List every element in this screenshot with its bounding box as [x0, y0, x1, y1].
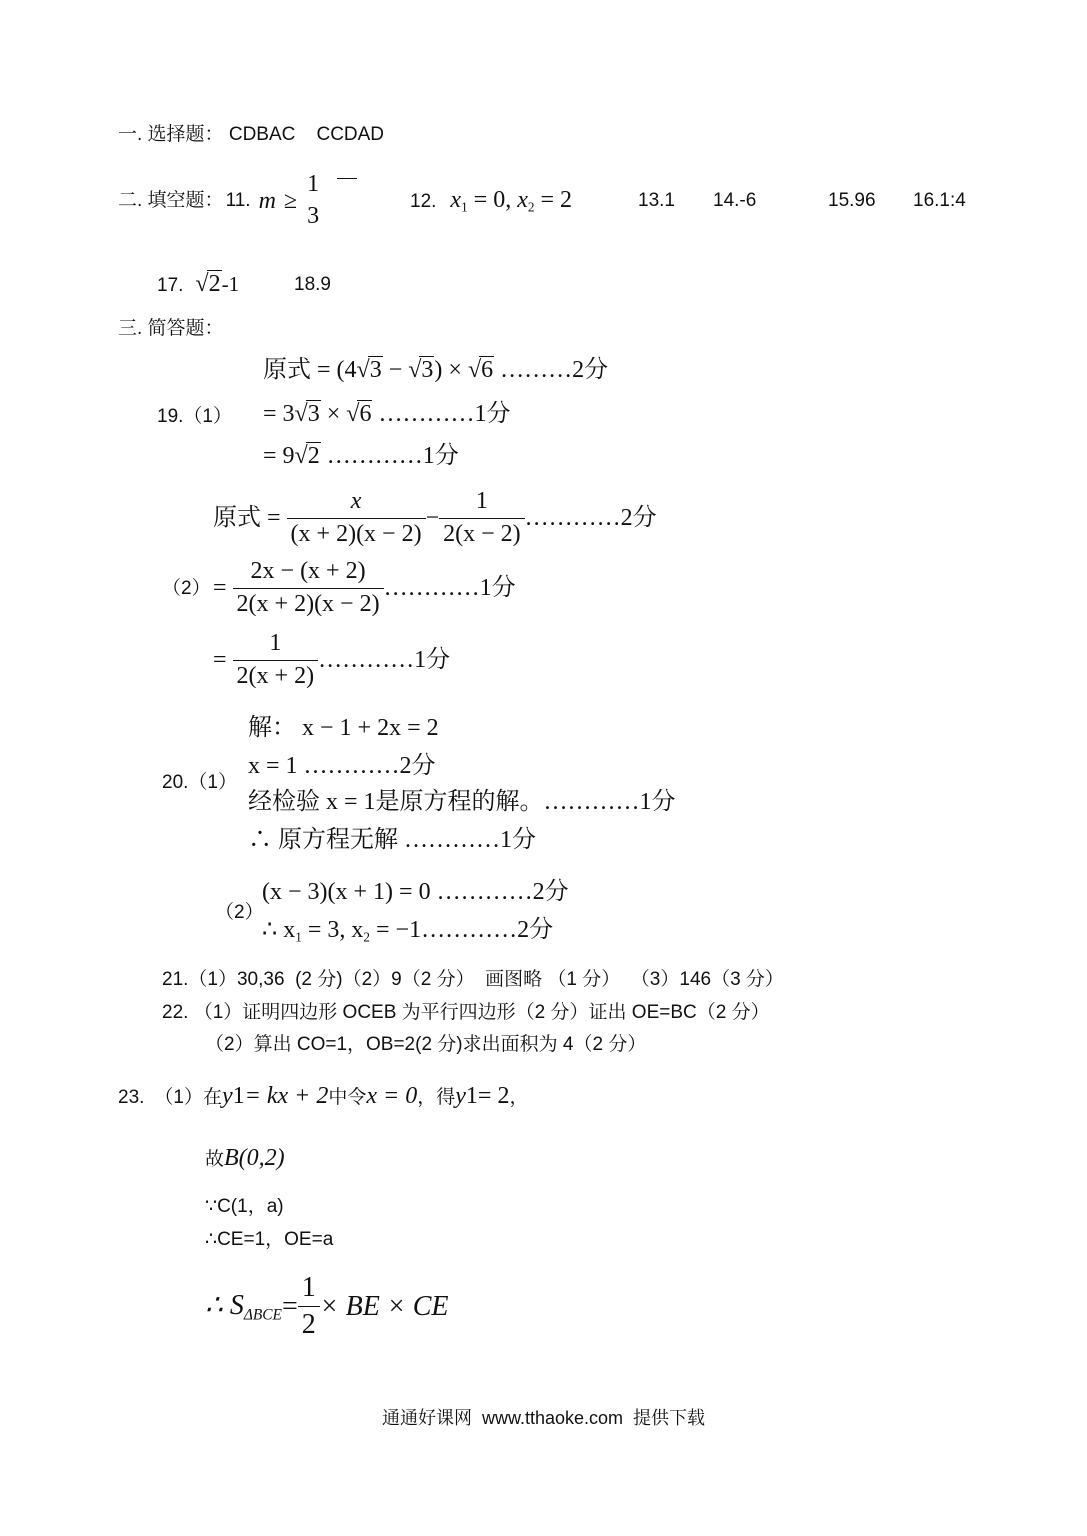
q19-1-l1-tail: ………2分	[494, 357, 609, 383]
q20-2-l2-tail: = −1…………2分	[370, 917, 554, 943]
q23-l5-tail: × BE × CE	[319, 1290, 449, 1322]
q23-line5	[205, 1272, 449, 1341]
q12-number: 12.	[410, 191, 437, 212]
q11-fraction	[303, 171, 323, 230]
q15-answer: 15.96	[828, 190, 876, 211]
q19-1-l2-r1: 3	[307, 401, 320, 427]
q19-2-l2-d1: 2(x + 2)(x − 2)	[233, 588, 384, 619]
q23-l1-y2: y	[455, 1083, 466, 1109]
q19-2-l1-frac2	[439, 488, 525, 548]
q19-2-l2-pre: =	[213, 574, 227, 601]
q11-var: m	[258, 187, 276, 214]
q19-1-l2-mid: ×	[320, 401, 347, 427]
q17-sqrt: √2	[195, 271, 221, 297]
footer: 通通好课网 www.tthaoke.com 提供下载	[381, 1408, 706, 1428]
q19-2-l1-tail: …………2分	[524, 504, 657, 531]
q19-2-l3-d1: 2(x + 2)	[233, 660, 319, 691]
q19-2-l2-n1: 2x − (x + 2)	[250, 558, 366, 584]
q23-l2-a: 故	[205, 1149, 225, 1170]
multiple-choice-line	[118, 124, 384, 147]
q20-2-line2	[262, 916, 553, 945]
q23-l1-x0: x = 0	[366, 1083, 418, 1109]
q20-2-l2-sub1: 1	[295, 929, 302, 945]
q19-2-l2-frac	[233, 558, 384, 618]
q11-op: ≥	[283, 187, 298, 214]
q23-number: 23.	[118, 1087, 145, 1108]
q23-l1-sub: 1	[232, 1083, 245, 1109]
q20-1-line3: 经检验 x = 1是原方程的解。…………1分	[248, 789, 676, 815]
q23-l5-frac	[298, 1272, 320, 1341]
q19-2-l1-pre: 原式 =	[213, 504, 281, 531]
q19-1-l3-pre: = 9	[263, 443, 295, 469]
q17-radicand: 2	[208, 271, 221, 297]
q23-l1-y: y	[222, 1083, 233, 1109]
q23-l5-sub: ΔBCE	[243, 1306, 282, 1324]
q23-l5-eq: =	[281, 1290, 298, 1322]
q11-number: 11.	[225, 189, 251, 211]
q23-l1-comma: ，	[509, 1087, 529, 1108]
q19-1-l1-r2: 3	[421, 357, 434, 383]
q18-answer: 18.9	[294, 274, 331, 295]
q20-2-l2-pre: ∴ x	[262, 917, 296, 943]
q20-1-line4: ∴ 原方程无解 …………1分	[248, 827, 536, 853]
q12-expr: $x_1 = 0$, $x_2 = 2$	[450, 187, 573, 215]
q23-line2	[205, 1144, 285, 1173]
q20-2-line1: (x − 3)(x + 1) = 0 …………2分	[262, 879, 569, 905]
q11-fraction-bar	[337, 178, 357, 179]
q19-1-l2-tail: …………1分	[372, 401, 511, 427]
q23-l1-a: （1）在	[154, 1087, 222, 1108]
q22-line1: 22. （1）证明四边形 OCEB 为平行四边形（2 分）证出 OE=BC（2 分）	[162, 1002, 770, 1023]
part1-answers: CDBAC CCDAD	[228, 124, 385, 145]
q13-answer: 13.1	[638, 190, 675, 211]
q19-1-l1-r3: 6	[481, 357, 494, 383]
q23-line4: ∴CE=1，OE=a	[205, 1229, 334, 1250]
q17-number: 17.	[157, 275, 184, 296]
q23-l1-eq: = 2	[477, 1083, 510, 1109]
q20-2-l2-mid: = 3, x	[301, 917, 364, 943]
q19-2-l2-tail: …………1分	[383, 574, 516, 601]
q19-2-l3-tail: …………1分	[318, 646, 451, 673]
q20-1-line1: 解： x − 1 + 2x = 2	[248, 715, 439, 741]
q23-line3: ∵C(1，a)	[205, 1196, 284, 1217]
fill-blank-line	[118, 170, 323, 232]
q14-answer: 14.-6	[713, 190, 757, 211]
q19-2-line3	[213, 630, 450, 690]
q19-1-l1-mid: −	[382, 357, 409, 383]
q20-2-label: （2）	[215, 902, 264, 923]
q19-2-l1-op: −	[425, 504, 440, 531]
q23-l5-den: 2	[298, 1306, 320, 1341]
q19-1-l2-pre: = 3	[263, 401, 295, 427]
q19-1-l1-r1: 3	[369, 357, 382, 383]
q19-2-l3-n1: 1	[269, 630, 282, 656]
q23-l2-b: B(0,2)	[224, 1145, 285, 1171]
q19-2-line1	[213, 488, 657, 548]
q19-label: 19.（1）	[157, 406, 232, 427]
q20-label: 20.（1）	[162, 772, 237, 793]
q23-l1-sub2: 1	[465, 1083, 478, 1109]
q19-1-line1: 原式 = (4√3 − √3) × √6 ………2分	[263, 357, 609, 383]
q22-line2: （2）算出 CO=1，OB=2(2 分)求出面积为 4（2 分）	[205, 1034, 647, 1055]
part3-label: 三. 简答题：	[118, 318, 224, 339]
q19-2-l1-n2: 1	[475, 488, 488, 514]
q19-1-line3: = 9√2 …………1分	[263, 443, 459, 469]
q23-l1-expr: = kx + 2	[244, 1083, 329, 1109]
q20-1-line2: x = 1 …………2分	[248, 753, 436, 779]
q19-2-l1-n1: x	[350, 488, 362, 514]
q19-1-l3-tail: …………1分	[320, 443, 459, 469]
q19-1-l1-pre: 原式 = (4	[263, 357, 357, 383]
q19-2-l3-frac	[233, 630, 319, 690]
q23-l5-s: ∴ S	[205, 1289, 244, 1321]
q17-tail: -1	[221, 272, 240, 296]
q23-l1-g: ，得	[417, 1087, 456, 1108]
part1-label: 一. 选择题：	[118, 124, 224, 145]
q11-denominator: 3	[307, 203, 320, 229]
q12-expr-a: = 0,	[473, 187, 518, 213]
q19-1-l2-r2: 6	[359, 401, 372, 427]
q19-2-label: （2）	[162, 578, 211, 599]
q19-2-l3-pre: =	[213, 646, 227, 673]
q19-1-l1-mid2: ) ×	[434, 357, 468, 383]
q12-line	[410, 186, 572, 215]
q19-1-l3-r1: 2	[307, 443, 320, 469]
q19-1-line2: = 3√3 × √6 …………1分	[263, 401, 511, 427]
q16-answer: 16.1:4	[913, 190, 966, 211]
part2-label: 二. 填空题：	[118, 189, 224, 211]
q19-2-line2	[213, 558, 516, 618]
q23-line1	[118, 1082, 528, 1111]
q23-l5-num: 1	[301, 1272, 316, 1303]
q19-2-l1-d2: 2(x − 2)	[439, 518, 525, 549]
q17-line	[157, 270, 239, 299]
q20-2-l2-sub2: 2	[363, 929, 371, 945]
q19-2-l1-frac1	[287, 488, 426, 548]
q11-numerator: 1	[307, 171, 320, 198]
q23-l1-e: 中令	[328, 1087, 367, 1108]
q19-2-l1-d1: (x + 2)(x − 2)	[287, 518, 426, 549]
q21-line: 21.（1）30,36 (2 分)（2）9（2 分） 画图略 （1 分） （3）146（3 分）	[162, 969, 784, 990]
q12-expr-b: = 2	[540, 187, 573, 213]
